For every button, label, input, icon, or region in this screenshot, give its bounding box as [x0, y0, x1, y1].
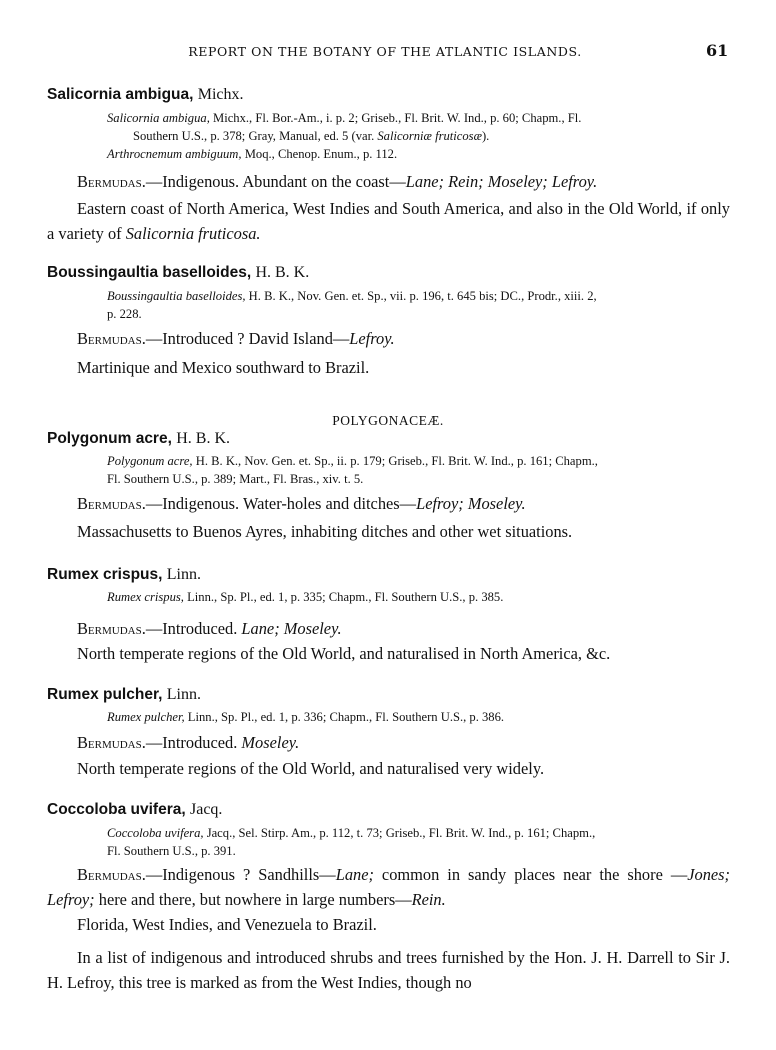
species-author: H. B. K.: [176, 430, 230, 447]
collectors: Rein.: [411, 890, 446, 909]
distribution-salicornia: [47, 196, 730, 246]
status-boussingaultia: [77, 329, 395, 349]
distribution-coccoloba: Florida, West Indies, and Venezuela to Brazil.: [77, 915, 377, 934]
ref-citation: Fl. Southern U.S., p. 391.: [107, 844, 236, 858]
species-author: Linn.: [166, 566, 201, 583]
ref-citation: Linn., Sp. Pl., ed. 1, p. 335; Chapm., Fl. Southern U.S., p. 385.: [183, 590, 504, 604]
species-heading-coccoloba: [47, 801, 222, 819]
ref-taxon: Rumex crispus,: [107, 590, 184, 604]
page-number: 61: [706, 41, 729, 60]
synonymy-coccoloba: [107, 824, 732, 860]
synonymy-salicornia: [107, 109, 732, 163]
ref-citation: Moq., Chenop. Enum., p. 112.: [241, 147, 398, 161]
status-label: Bermudas: [77, 494, 142, 513]
ref-taxon: Boussingaultia baselloides,: [107, 289, 246, 303]
status-label: Bermudas: [77, 619, 142, 638]
species-author: Michx.: [197, 86, 244, 103]
status-label: Bermudas: [77, 733, 142, 752]
species-heading-salicornia: [47, 86, 244, 104]
species-name: Coccoloba uvifera,: [47, 801, 186, 818]
species-author: Jacq.: [190, 801, 223, 818]
status-text: here and there, but nowhere in large numbers—: [94, 890, 412, 909]
collectors: Lefroy.: [349, 329, 395, 348]
species-heading-rumex-pulcher: [47, 686, 201, 704]
distribution-rumex-crispus: North temperate regions of the Old World, and naturalised in North America, &c.: [77, 644, 611, 663]
species-name: Rumex pulcher,: [47, 686, 163, 703]
ref-taxon: Salicorniæ fruticosæ: [377, 129, 482, 143]
ref-citation: p. 228.: [107, 307, 142, 321]
ref-citation: ).: [481, 129, 490, 143]
ref-citation: Michx., Fl. Bor.-Am., i. p. 2; Griseb., Fl. Brit. W. Ind., p. 60; Chapm., Fl.: [209, 111, 582, 125]
collectors: Lane;: [335, 865, 374, 884]
species-name: Boussingaultia baselloides,: [47, 264, 252, 281]
status-rumex-pulcher: [77, 733, 299, 753]
species-author: H. B. K.: [255, 264, 310, 281]
collectors: Moseley.: [241, 733, 300, 752]
collectors: Lane; Rein; Moseley; Lefroy.: [405, 172, 598, 191]
species-name: Polygonum acre,: [47, 430, 172, 447]
species-name: Salicornia ambigua,: [47, 86, 194, 103]
ref-taxon: Arthrocnemum ambiguum,: [107, 147, 242, 161]
ref-citation: Linn., Sp. Pl., ed. 1, p. 336; Chapm., Fl. Southern U.S., p. 386.: [184, 710, 505, 724]
synonymy-rumex-crispus: [107, 588, 732, 606]
species-author: Linn.: [166, 686, 201, 703]
status-coccoloba: [47, 862, 730, 912]
ref-citation: H. B. K., Nov. Gen. et. Sp., ii. p. 179; Griseb., Fl. Brit. W. Ind., p. 161; Chapm.,: [192, 454, 598, 468]
note-coccoloba: In a list of indigenous and introduced shrubs and trees furnished by the Hon. J. H. Darrell to Sir J. H. Lefroy, this tree is marked as from the West Indies, though no: [47, 948, 730, 992]
status-polygonum: [77, 494, 526, 514]
ref-taxon: Coccoloba uvifera,: [107, 826, 204, 840]
species-heading-rumex-crispus: [47, 566, 201, 584]
ref-taxon: Polygonum acre,: [107, 454, 193, 468]
distribution-taxon: Salicornia fruticosa.: [125, 224, 261, 243]
species-name: Rumex crispus,: [47, 566, 163, 583]
species-heading-polygonum: [47, 430, 230, 448]
family-heading: POLYGONACEÆ.: [332, 413, 444, 428]
species-heading-boussingaultia: [47, 264, 309, 282]
status-text: .—Indigenous. Abundant on the coast—: [141, 172, 406, 191]
ref-citation: Jacq., Sel. Stirp. Am., p. 112, t. 73; Griseb., Fl. Brit. W. Ind., p. 161; Chapm.,: [203, 826, 596, 840]
ref-taxon: Salicornia ambigua,: [107, 111, 210, 125]
synonymy-polygonum: [107, 452, 732, 488]
status-text: .—Indigenous ? Sandhills—: [141, 865, 336, 884]
distribution-boussingaultia: Martinique and Mexico southward to Brazil.: [77, 358, 370, 377]
status-rumex-crispus: [77, 619, 342, 639]
running-header: REPORT ON THE BOTANY OF THE ATLANTIC ISLANDS.: [188, 44, 582, 59]
distribution-text: Eastern coast of North America, West Indies and South America, and also in the Old World, if only a variety of: [47, 199, 730, 243]
status-text: .—Introduced ? David Island—: [141, 329, 350, 348]
status-label: Bermudas: [77, 172, 142, 191]
status-salicornia: [77, 172, 597, 192]
status-text: .—Indigenous. Water-holes and ditches—: [141, 494, 417, 513]
status-text: .—Introduced.: [141, 733, 242, 752]
ref-citation: Fl. Southern U.S., p. 389; Mart., Fl. Bras., xiv. t. 5.: [107, 472, 364, 486]
status-label: Bermudas: [77, 865, 142, 884]
collectors: Jones; Lefroy;: [47, 865, 730, 909]
synonymy-boussingaultia: [107, 287, 732, 323]
synonymy-rumex-pulcher: [107, 708, 732, 726]
status-text: .—Introduced.: [141, 619, 242, 638]
ref-citation: Southern U.S., p. 378; Gray, Manual, ed. 5 (var.: [133, 129, 378, 143]
status-text: common in sandy places near the shore —: [373, 865, 688, 884]
collectors: Lane; Moseley.: [241, 619, 342, 638]
distribution-polygonum: Massachusetts to Buenos Ayres, inhabiting ditches and other wet situations.: [77, 522, 573, 541]
ref-citation: H. B. K., Nov. Gen. et. Sp., vii. p. 196, t. 645 bis; DC., Prodr., xiii. 2,: [245, 289, 597, 303]
status-label: Bermudas: [77, 329, 142, 348]
ref-taxon: Rumex pulcher,: [107, 710, 185, 724]
collectors: Lefroy; Moseley.: [416, 494, 526, 513]
distribution-rumex-pulcher: North temperate regions of the Old World, and naturalised very widely.: [77, 759, 545, 778]
